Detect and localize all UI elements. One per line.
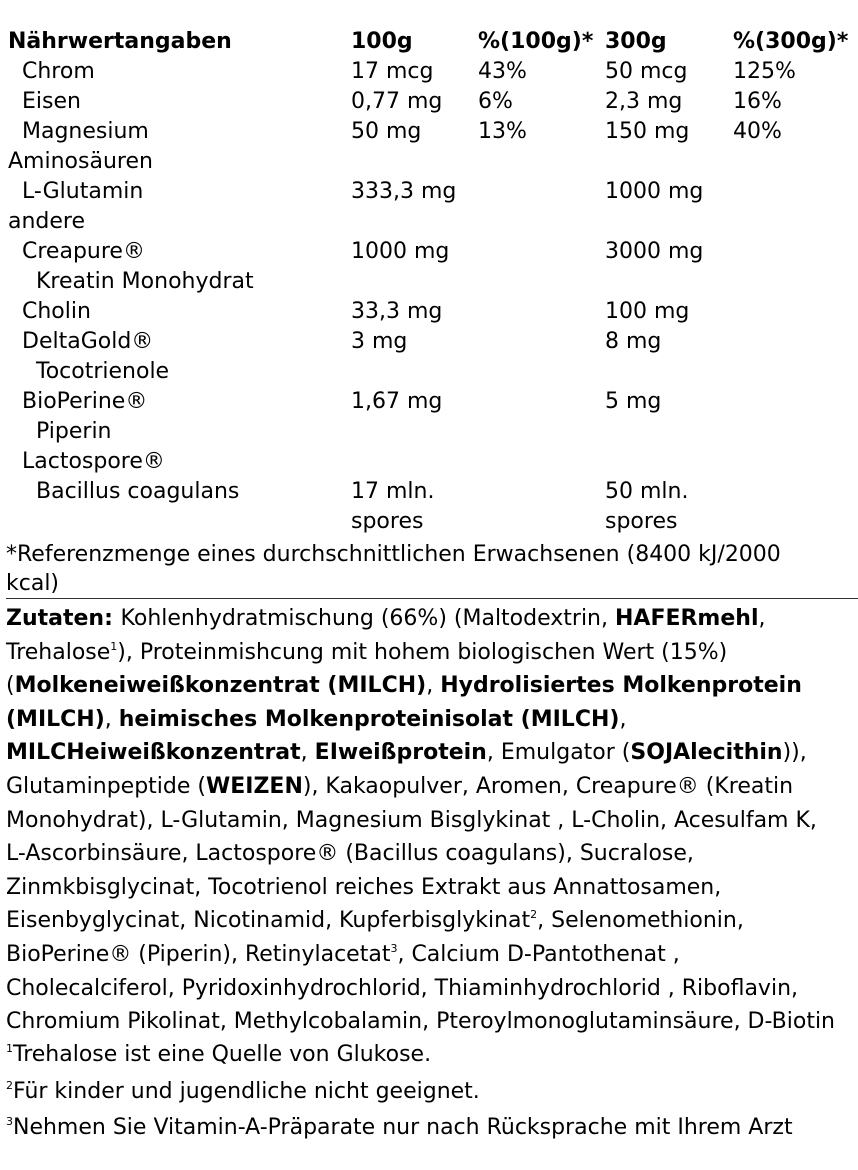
ingredient-text: , Calcium D-Pantothenat , xyxy=(397,941,680,967)
footnote-text: Trehalose ist eine Quelle von Glukose. xyxy=(13,1042,432,1067)
nutrient-name: BioPerine® xyxy=(22,389,148,414)
nutrient-value: 3 mg xyxy=(351,329,408,354)
nutrient-name: Aminosäuren xyxy=(8,149,153,174)
nutrient-name: Creapure® xyxy=(22,239,145,264)
ingredient-text: , xyxy=(619,706,627,732)
ingredients-line xyxy=(6,837,858,871)
table-row xyxy=(0,207,858,237)
reference-note: *Referenzmenge eines durchschnittlichen Erwachsenen (8400 kJ/2000 kcal) xyxy=(6,542,781,596)
ingredient-text: Trehalose xyxy=(6,639,111,665)
ingredient-text: Chromium Pikolinat, Methylcobalamin, Pteroylmonoglutaminsäure, D-Biotin xyxy=(6,1009,835,1035)
header-300g: 300g xyxy=(605,29,667,54)
ingredient-text: Cholecalciferol, Pyridoxinhydrochlorid, Thiaminhydrochlorid , Riboflavin, xyxy=(6,975,798,1001)
table-row xyxy=(0,177,858,207)
ingredient-text: )), xyxy=(782,740,807,766)
nutrient-name: andere xyxy=(8,209,86,234)
nutrient-name: Chrom xyxy=(22,59,95,84)
ingredient-allergen: heimisches Molkenproteinisolat (MILCH) xyxy=(118,706,620,732)
table-row xyxy=(0,297,858,327)
table-row xyxy=(0,357,858,387)
table-row xyxy=(0,507,858,537)
ingredient-allergen: MILCHeiweißkonzentrat xyxy=(6,740,301,766)
nutrient-name: L-Glutamin xyxy=(22,179,144,204)
ingredient-allergen: Hydrolisiertes Molkenprotein xyxy=(440,673,802,699)
ingredients-line xyxy=(6,736,858,770)
footnote xyxy=(6,1038,858,1075)
nutrient-value: 6% xyxy=(478,89,513,114)
footnote xyxy=(6,1111,858,1148)
nutrient-value: 3000 mg xyxy=(605,239,704,264)
ingredient-text: , Emulgator ( xyxy=(486,740,631,766)
nutrient-name: DeltaGold® xyxy=(22,329,154,354)
table-row xyxy=(0,87,858,117)
ingredient-text: L-Ascorbinsäure, Lactospore® (Bacillus coagulans), Sucralose, xyxy=(6,841,694,867)
ingredient-allergen: Molkeneiweißkonzentrat (MILCH) xyxy=(14,673,427,699)
nutrient-name: Lactospore® xyxy=(22,449,165,474)
table-row xyxy=(0,267,858,297)
nutrient-value: 1000 mg xyxy=(351,239,450,264)
footnote-marker: 1 xyxy=(110,639,118,653)
ingredients-line xyxy=(6,904,858,938)
nutrient-value: 1000 mg xyxy=(605,179,704,204)
ingredients-section xyxy=(6,602,858,1039)
ingredient-text: Kohlenhydratmischung (66%) (Maltodextrin, xyxy=(120,606,615,631)
ingredient-allergen: Zutaten: xyxy=(6,606,121,631)
ingredient-allergen: HAFERmehl xyxy=(615,606,759,631)
ingredients-line xyxy=(6,669,858,703)
nutrient-value: 43% xyxy=(478,59,527,84)
table-row xyxy=(0,237,858,267)
ingredient-allergen: WEIZEN xyxy=(205,773,303,799)
nutrient-value: 2,3 mg xyxy=(605,89,683,114)
table-row xyxy=(0,57,858,87)
nutrient-value: 0,77 mg xyxy=(351,89,443,114)
header-percent-100g: %(100g)* xyxy=(478,29,594,54)
ingredients-line xyxy=(6,871,858,905)
ingredients-line xyxy=(6,938,858,972)
nutrition-table xyxy=(0,27,858,537)
ingredient-text: ), Proteinmishcung mit hohem biologischen Wert (15%) xyxy=(117,639,728,665)
footnote-marker: 3 xyxy=(6,1115,13,1128)
nutrient-value: 333,3 mg xyxy=(351,179,457,204)
table-row xyxy=(0,327,858,357)
table-row xyxy=(0,477,858,507)
header-nutrition-facts: Nährwertangaben xyxy=(8,29,232,54)
footnote-marker: 1 xyxy=(6,1042,13,1055)
nutrient-value: 8 mg xyxy=(605,329,662,354)
ingredient-text: , Selenomethionin, xyxy=(537,908,744,934)
ingredients-line xyxy=(6,770,858,804)
ingredients-line xyxy=(6,602,858,636)
nutrient-value: 50 mln. xyxy=(605,479,689,504)
table-body xyxy=(0,57,858,537)
ingredients-line xyxy=(6,972,858,1006)
ingredients-line xyxy=(6,703,858,737)
table-row xyxy=(0,117,858,147)
divider xyxy=(6,598,858,599)
ingredient-text: , xyxy=(300,740,315,766)
footnote-marker: 2 xyxy=(6,1078,13,1092)
nutrient-value: 13% xyxy=(478,119,527,144)
nutrient-name: Piperin xyxy=(36,419,112,444)
ingredient-text: ( xyxy=(6,673,15,699)
ingredient-text: BioPerine® (Piperin), Retinylacetat xyxy=(6,941,391,967)
table-row xyxy=(0,147,858,177)
nutrient-value: spores xyxy=(605,509,678,534)
header-percent-300g: %(300g)* xyxy=(733,29,849,54)
ingredient-allergen: (MILCH) xyxy=(6,706,105,732)
table-row xyxy=(0,447,858,477)
table-row xyxy=(0,417,858,447)
nutrient-name: Magnesium xyxy=(22,119,149,144)
table-row xyxy=(0,387,858,417)
ingredient-text: , xyxy=(426,673,441,699)
ingredients-line xyxy=(6,1005,858,1039)
nutrient-value: 5 mg xyxy=(605,389,662,414)
ingredients-line xyxy=(6,804,858,838)
ingredient-text: Glutaminpeptide ( xyxy=(6,773,206,799)
ingredient-allergen: EIweißprotein xyxy=(314,740,487,766)
footnote-marker: 3 xyxy=(390,941,398,955)
nutrient-name: Eisen xyxy=(22,89,81,114)
nutrient-value: 50 mg xyxy=(351,119,422,144)
nutrient-value: 50 mcg xyxy=(605,59,688,84)
ingredient-text: Eisenbyglycinat, Nicotinamid, Kupferbisglykinat xyxy=(6,908,531,934)
nutrient-name: Cholin xyxy=(22,299,91,324)
ingredient-text: Zinmkbisglycinat, Tocotrienol reiches Extrakt aus Annattosamen, xyxy=(6,874,722,900)
nutrient-value: 17 mln. xyxy=(351,479,435,504)
nutrient-name: Tocotrienole xyxy=(36,359,170,384)
ingredient-text: Monohydrat), L-Glutamin, Magnesium Bisglykinat , L-Cholin, Acesulfam K, xyxy=(6,807,817,833)
nutrient-name: Bacillus coagulans xyxy=(36,479,240,504)
nutrient-value: 16% xyxy=(733,89,782,114)
nutrient-value: 100 mg xyxy=(605,299,690,324)
ingredient-text: ), Kakaopulver, Aromen, Creapure® (Kreatin xyxy=(302,773,794,799)
footnote-text: Für kinder und jugendliche nicht geeignet. xyxy=(13,1078,480,1104)
header-100g: 100g xyxy=(351,29,413,54)
nutrient-value: 125% xyxy=(733,59,796,84)
footnote-marker: 2 xyxy=(530,908,538,922)
footnote xyxy=(6,1075,858,1112)
nutrient-name: Kreatin Monohydrat xyxy=(36,269,254,294)
ingredient-text: , xyxy=(758,606,766,631)
footnotes-section xyxy=(6,1038,858,1148)
nutrient-value: 17 mcg xyxy=(351,59,434,84)
footnote-text: Nehmen Sie Vitamin-A-Präparate nur nach Rücksprache mit Ihrem Arzt xyxy=(13,1115,793,1140)
ingredient-allergen: SOJAlecithin xyxy=(630,740,783,766)
ingredients-line xyxy=(6,636,858,670)
ingredient-text: , xyxy=(104,706,119,732)
nutrient-value: spores xyxy=(351,509,424,534)
nutrient-value: 1,67 mg xyxy=(351,389,443,414)
nutrient-value: 40% xyxy=(733,119,782,144)
table-header-row xyxy=(0,27,858,57)
nutrient-value: 150 mg xyxy=(605,119,690,144)
nutrient-value: 33,3 mg xyxy=(351,299,443,324)
